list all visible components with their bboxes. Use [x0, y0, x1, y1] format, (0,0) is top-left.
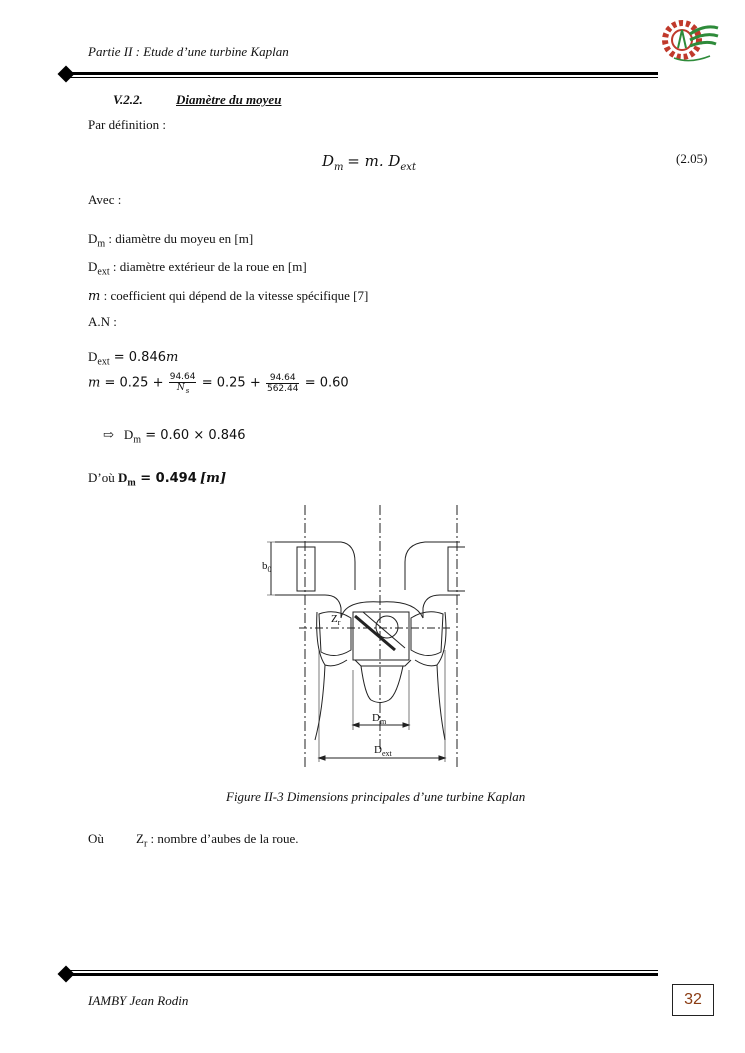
definition-dm: $D_m$ : diamètre du moyeu en [m]: [88, 231, 254, 250]
definition-dext: $D_{ext}$ : diamètre extérieur de la roue en [m]: [88, 259, 307, 278]
calc-dm: ⇨ $D_m = 0.60 \times 0.846$: [103, 427, 246, 446]
arrow-icon: ⇨: [103, 427, 114, 442]
label-b0: $b_0$: [262, 560, 272, 575]
result-line: D’où $D_m = 0.494$ [m]: [88, 470, 227, 489]
university-logo: [660, 14, 720, 66]
section-number: V.2.2.: [113, 92, 143, 107]
equation-main: $D_m = m$. $D_{ext}$: [322, 152, 416, 173]
label-zr: $Z_r$: [331, 613, 341, 628]
definition-zr: $Z_r$ : nombre d’aubes de la roue.: [136, 831, 299, 850]
fraction-ns: $\frac{94.64}{N_s}$: [169, 372, 196, 395]
intro-text: Par définition :: [88, 117, 166, 132]
definition-m: m : coefficient qui dépend de la vitesse spécifique [7]: [88, 288, 369, 304]
fraction-numeric: $\frac{94.64}{562.44}$: [266, 372, 299, 394]
footer-author: IAMBY Jean Rodin: [88, 993, 189, 1008]
an-label: A.N :: [88, 314, 117, 329]
page-number: 32: [672, 984, 714, 1016]
figure-caption: Figure II-3 Dimensions principales d’une turbine Kaplan: [226, 789, 526, 804]
equation-number: (2.05): [676, 151, 708, 166]
avec-text: Avec :: [88, 192, 122, 207]
label-dm: $D_m$: [372, 712, 387, 727]
label-dext: $D_{ext}$: [374, 744, 392, 759]
ou-label: Où: [88, 831, 104, 846]
calc-dext: $D_{ext} = 0.846m$: [88, 349, 179, 368]
running-header: Partie II : Etude d’une turbine Kaplan: [88, 44, 289, 59]
section-title: Diamètre du moyeu: [176, 92, 282, 107]
kaplan-turbine-diagram: [255, 500, 465, 772]
calc-m: m = 0.25 + $\frac{94.64}{N_s}$ = 0.25 + $\frac{94.64}{562.44}$ = 0.60: [88, 372, 349, 395]
